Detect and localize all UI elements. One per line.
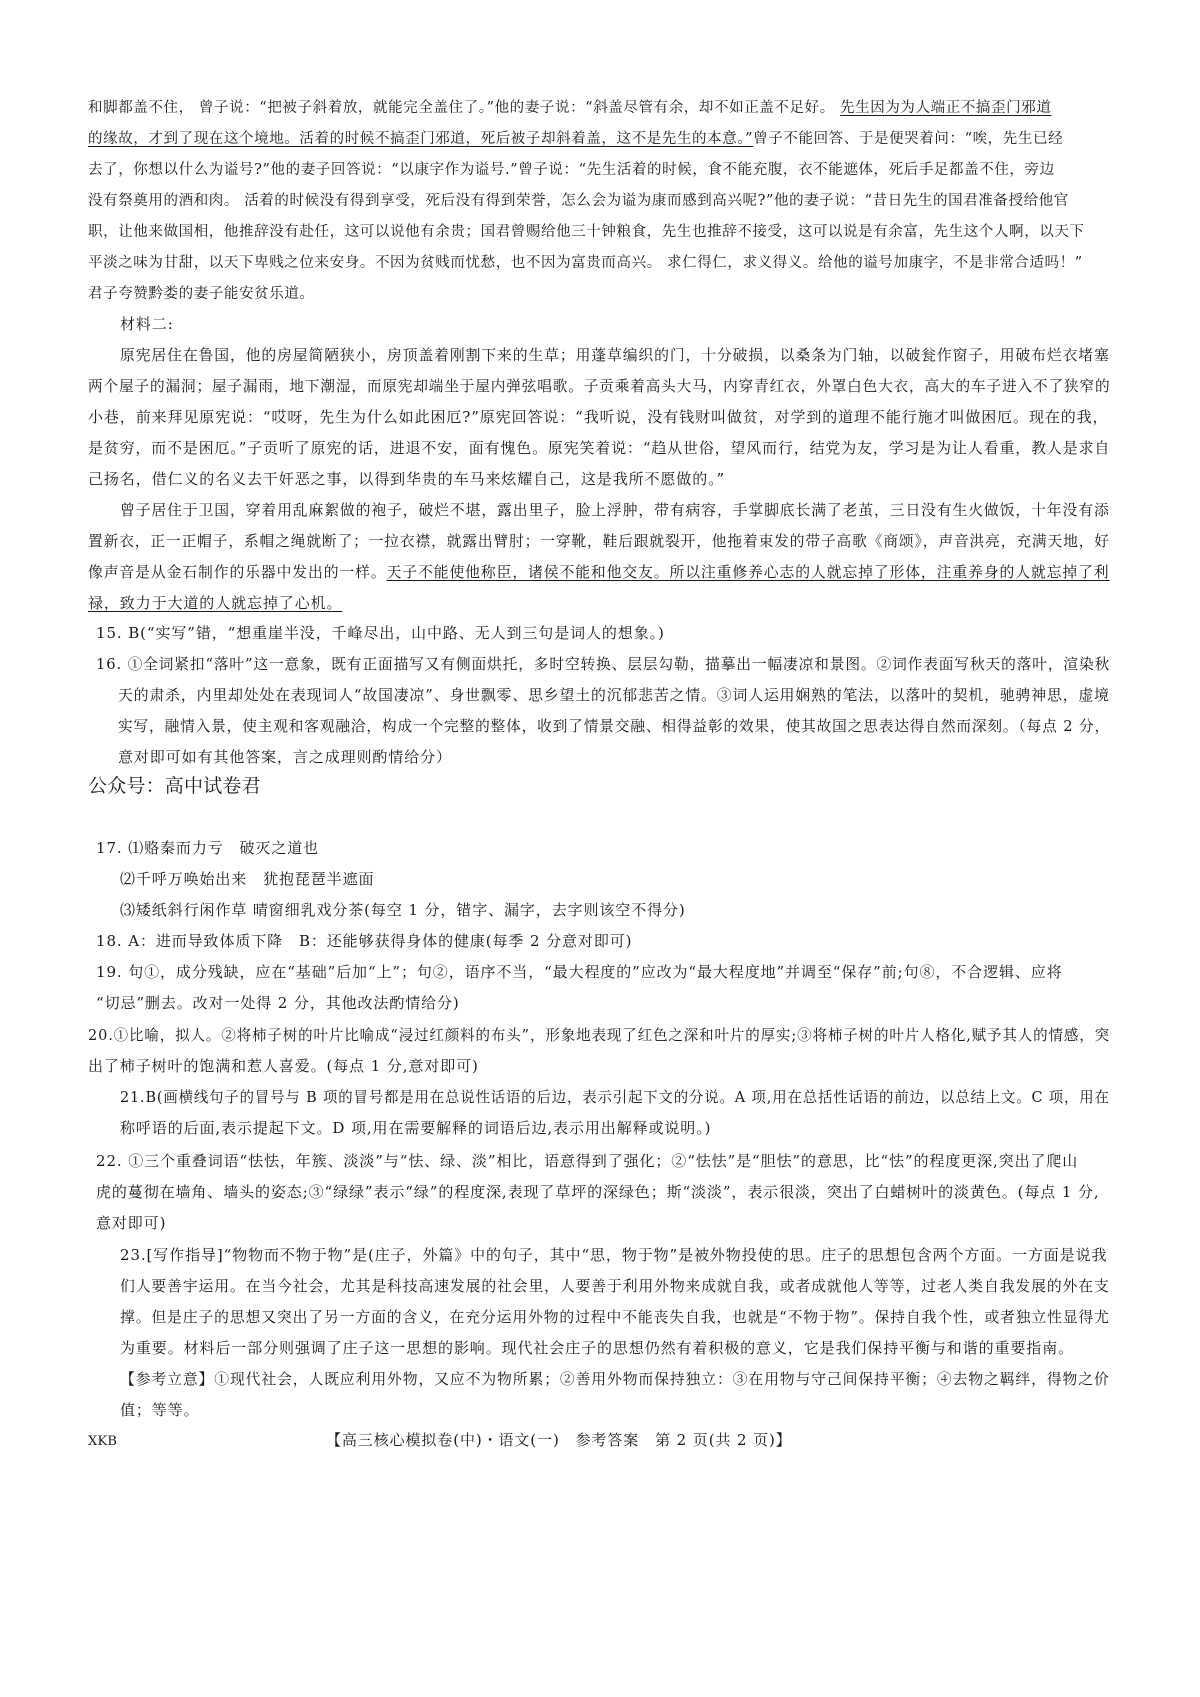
answer-19-line: “切忌”删去。改对一处得 2 分，其他改法酌情给分) bbox=[96, 994, 460, 1012]
footer-code: XKB bbox=[88, 1434, 118, 1449]
text-line: 曾子居住于卫国，穿着用乱麻絮做的袍子，破烂不堪，露出里子，脸上浮肿，带有病容，手掌脚底长满了老茧，三日没有生火做饭，十年没有添 bbox=[120, 501, 1110, 519]
text-line: 去了，你想以什么为谥号?”他的妻子回答说：“以康字作为谥号.”曾子说：“先生活着的时候，食不能充腹，衣不能遮体，死后手足都盖不住，旁边 bbox=[88, 162, 1055, 178]
text-line: 的缘故，才到了现在这个境地。活着的时候不搞歪门邪道，死后被子却斜着盖，这不是先生的本意。”曾子不能回答、于是便哭着问：“唉，先生已经 bbox=[88, 131, 1064, 147]
text-line: 置新衣，正一正帽子，系帽之绳就断了；一拉衣襟，就露出臂肘；一穿靴，鞋后跟就裂开，他拖着束发的带子高歌《商颂》，声音洪亮，充满天地，好 bbox=[88, 532, 1110, 550]
answer-16-line: 16. ①全词紧扣“落叶”这一意象，既有正面描写又有侧面烘托，多时空转换、层层勾勒，描摹出一幅凄凉和景图。②词作表面写秋天的落叶，渲染秋 bbox=[96, 655, 1111, 673]
answer-17-line: ⑵千呼万唤始出来 犹抱琵琶半遮面 bbox=[120, 870, 375, 888]
text-line: 己扬名，借仁义的名义去干奸恶之事，以得到华贵的车马来炫耀自己，这是我所不愿做的。” bbox=[88, 470, 726, 488]
answer-23-line: 们人要善宇运用。在当今社会，尤其是科技高速发展的社会里，人要善于利用外物来成就自我，或者成就他人等等，过老人类自我发展的外在支 bbox=[120, 1277, 1110, 1295]
watermark-text: 公众号：高中试卷君 bbox=[88, 775, 261, 797]
underlined-sentence: 的缘故，才到了现在这个境地。活着的时候不搞歪门邪道，死后被子却斜着盖，这不是先生的本意。” bbox=[88, 131, 754, 147]
text-line: 像声音是从金石制作的乐器中发出的一样。天子不能使他称臣，诸侯不能和他交友。所以注重修养心志的人就忘掉了形体，注重养身的人就忘掉了利 bbox=[88, 563, 1110, 581]
underlined-sentence: 天子不能使他称臣，诸侯不能和他交友。所以注重修养心志的人就忘掉了形体，注重养身的人就忘掉了利 bbox=[386, 563, 1110, 581]
text-line: 职，让他来做国相，他推辞没有赴任，这可以说他有余贵；国君曾赐给他三十钟粮食，先生也推辞不接受，这可以说是有余富，先生这个人啊，以天下 bbox=[88, 224, 1085, 240]
answer-20-line: 出了柿子树叶的饱满和惹人喜爱。(每点 1 分,意对即可) bbox=[88, 1057, 479, 1075]
underlined-sentence: 禄，致力于大道的人就忘掉了心机。 bbox=[88, 594, 343, 612]
answer-20-line: 20.①比喻，拟人。②将柿子树的叶片比喻成“浸过红颜料的布头”，形象地表现了红色之深和叶片的厚实;③将柿子树的叶片人格化,赋予其人的情感，突 bbox=[88, 1026, 1111, 1044]
answer-22-line: 意对即可) bbox=[96, 1214, 167, 1232]
text-line: 君子夸赞黔娄的妻子能安贫乐道。 bbox=[88, 286, 315, 302]
answer-23-line: 23.[写作指导]“物物而不物于物”是(庄子，外篇》中的句子，其中“思，物于物”是被外物投使的思。庄子的思想包含两个方面。一方面是说我 bbox=[120, 1246, 1108, 1264]
answer-23-line: 为重要。材料后一部分则强调了庄子这一思想的影响。现代社会庄子的思想仍然有着积极的意义，它是我们保持平衡与和谐的重要指南。 bbox=[120, 1339, 1075, 1357]
text-line: 小巷，前来拜见原宪说：“哎呀，先生为什么如此困厄?”原宪回答说：“我听说，没有钱财叫做贫，对学到的道理不能行施才叫做困厄。现在的我， bbox=[88, 408, 1109, 426]
answer-17-line: 17. ⑴赂秦而力亏 破灭之道也 bbox=[96, 839, 320, 857]
footer-page-info: 【高三核心模拟卷(中)・语文(一) 参考答案 第 2 页(共 2 页)】 bbox=[326, 1431, 792, 1449]
answer-18: 18. A：进而导致体质下降 B：还能够获得身体的健康(每季 2 分意对即可) bbox=[96, 932, 633, 950]
section-heading: 材料二: bbox=[120, 315, 174, 333]
answer-23-line: 撑。但是庄子的思想又突出了另一方面的含义，在充分运用外物的过程中不能丧失自我，也就是“不物于物”。保持自我个性，或者独立性显得尤 bbox=[120, 1308, 1110, 1326]
text-line: 和脚都盖不住， 曾子说：“把被子斜着放，就能完全盖住了。”他的妻子说：“斜盖尽管有余，却不如正盖不足好。 先生因为为人端正不搞歪门邪道 bbox=[88, 100, 1052, 116]
answer-16-line: 意对即可如有其他答案，言之成理则酌情给分） bbox=[118, 748, 452, 766]
text-line: 原宪居住在鲁国，他的房屋简陋狭小，房顶盖着刚割下来的生草；用蓬草编织的门，十分破损，以桑条为门轴，以破瓮作窗子，用破布烂衣堵塞 bbox=[120, 346, 1110, 364]
answer-16-line: 天的肃杀，内里却处处在表现词人“故国凄凉”、身世飘零、思乡望土的沉郁悲苦之情。③词人运用娴熟的笔法，以落叶的契机，驰骋神思，虚境 bbox=[118, 686, 1110, 704]
text-line: 两个屋子的漏洞；屋子漏雨，地下潮湿，而原宪却端坐于屋内弹弦唱歌。子贡乘着高头大马，内穿青红衣，外罩白色大衣，高大的车子进入不了狭窄的 bbox=[88, 377, 1111, 395]
answer-21-line: 称呼语的后面,表示提起下文。D 项,用在需要解释的词语后边,表示用出解释或说明。) bbox=[120, 1119, 712, 1137]
answer-16-line: 实写，融情入景，使主观和客观融洽，构成一个完整的整体，收到了情景交融、相得益彰的效果，使其故国之思表达得自然而深刻。（每点 2 分， bbox=[118, 717, 1111, 735]
answer-23-line: 值；等等。 bbox=[120, 1401, 200, 1419]
answer-23-line: 【参考立意】①现代社会，人既应利用外物，又应不为物所累；②善用外物而保持独立：③在用物与守己间保持平衡；④去物之羁绊，得物之价 bbox=[120, 1370, 1110, 1388]
answer-22-line: 22. ①三个重叠词语“怯怯，年簇、淡淡”与“怯、绿、淡”相比，语意得到了强化；②“怯怯”是“胆怯”的意思，比“怯”的程度更深,突出了爬山 bbox=[96, 1152, 1079, 1170]
underlined-sentence: 先生因为为人端正不搞歪门邪道 bbox=[840, 100, 1052, 116]
text-line: 没有祭奠用的酒和肉。 活着的时候没有得到享受，死后没有得到荣誉，怎么会为谥为康而感到高兴呢?”他的妻子说：“昔日先生的国君准备授给他官 bbox=[88, 193, 1069, 209]
text-line: 是贫穷，而不是困厄。”子贡听了原宪的话，进退不安，面有愧色。原宪笑着说：“趋从世俗，望风而行，结党为友，学习是为让人看重，教人是求自 bbox=[88, 439, 1111, 457]
answer-22-line: 虎的蔓彻在墙角、墙头的姿态;③“绿绿”表示“绿”的程度深,表现了草坪的深绿色；斯“淡淡”，表示很淡，突出了白蜡树叶的淡黄色。(每点 1 分, bbox=[96, 1183, 1100, 1201]
answer-19-line: 19. 句①，成分残缺，应在“基础”后加“上”；句②，语序不当，“最大程度的”应改为“最大程度地”并调至“保存”前;句⑧，不合逻辑、应将 bbox=[96, 963, 1063, 981]
text-line: 平淡之味为甘甜，以天下卑贱之位来安身。不因为贫贱而忧愁，也不因为富贵而高兴。 求仁得仁，求义得义。给他的谥号加康字，不是非常合适吗！” bbox=[88, 255, 1083, 271]
answer-17-line: ⑶矮纸斜行闲作草 晴窗细乳戏分茶(每空 1 分，错字、漏字，去字则该空不得分) bbox=[120, 901, 686, 919]
answer-21-line: 21.B(画横线句子的冒号与 B 项的冒号都是用在总说性话语的后边，表示引起下文的分说。A 项,用在总括性话语的前边，以总结上文。C 项，用在 bbox=[120, 1088, 1110, 1106]
answer-15: 15. B(“实写”错，“想重崖半没，千峰尽出，山中路、无人到三句是词人的想象。) bbox=[96, 624, 665, 642]
